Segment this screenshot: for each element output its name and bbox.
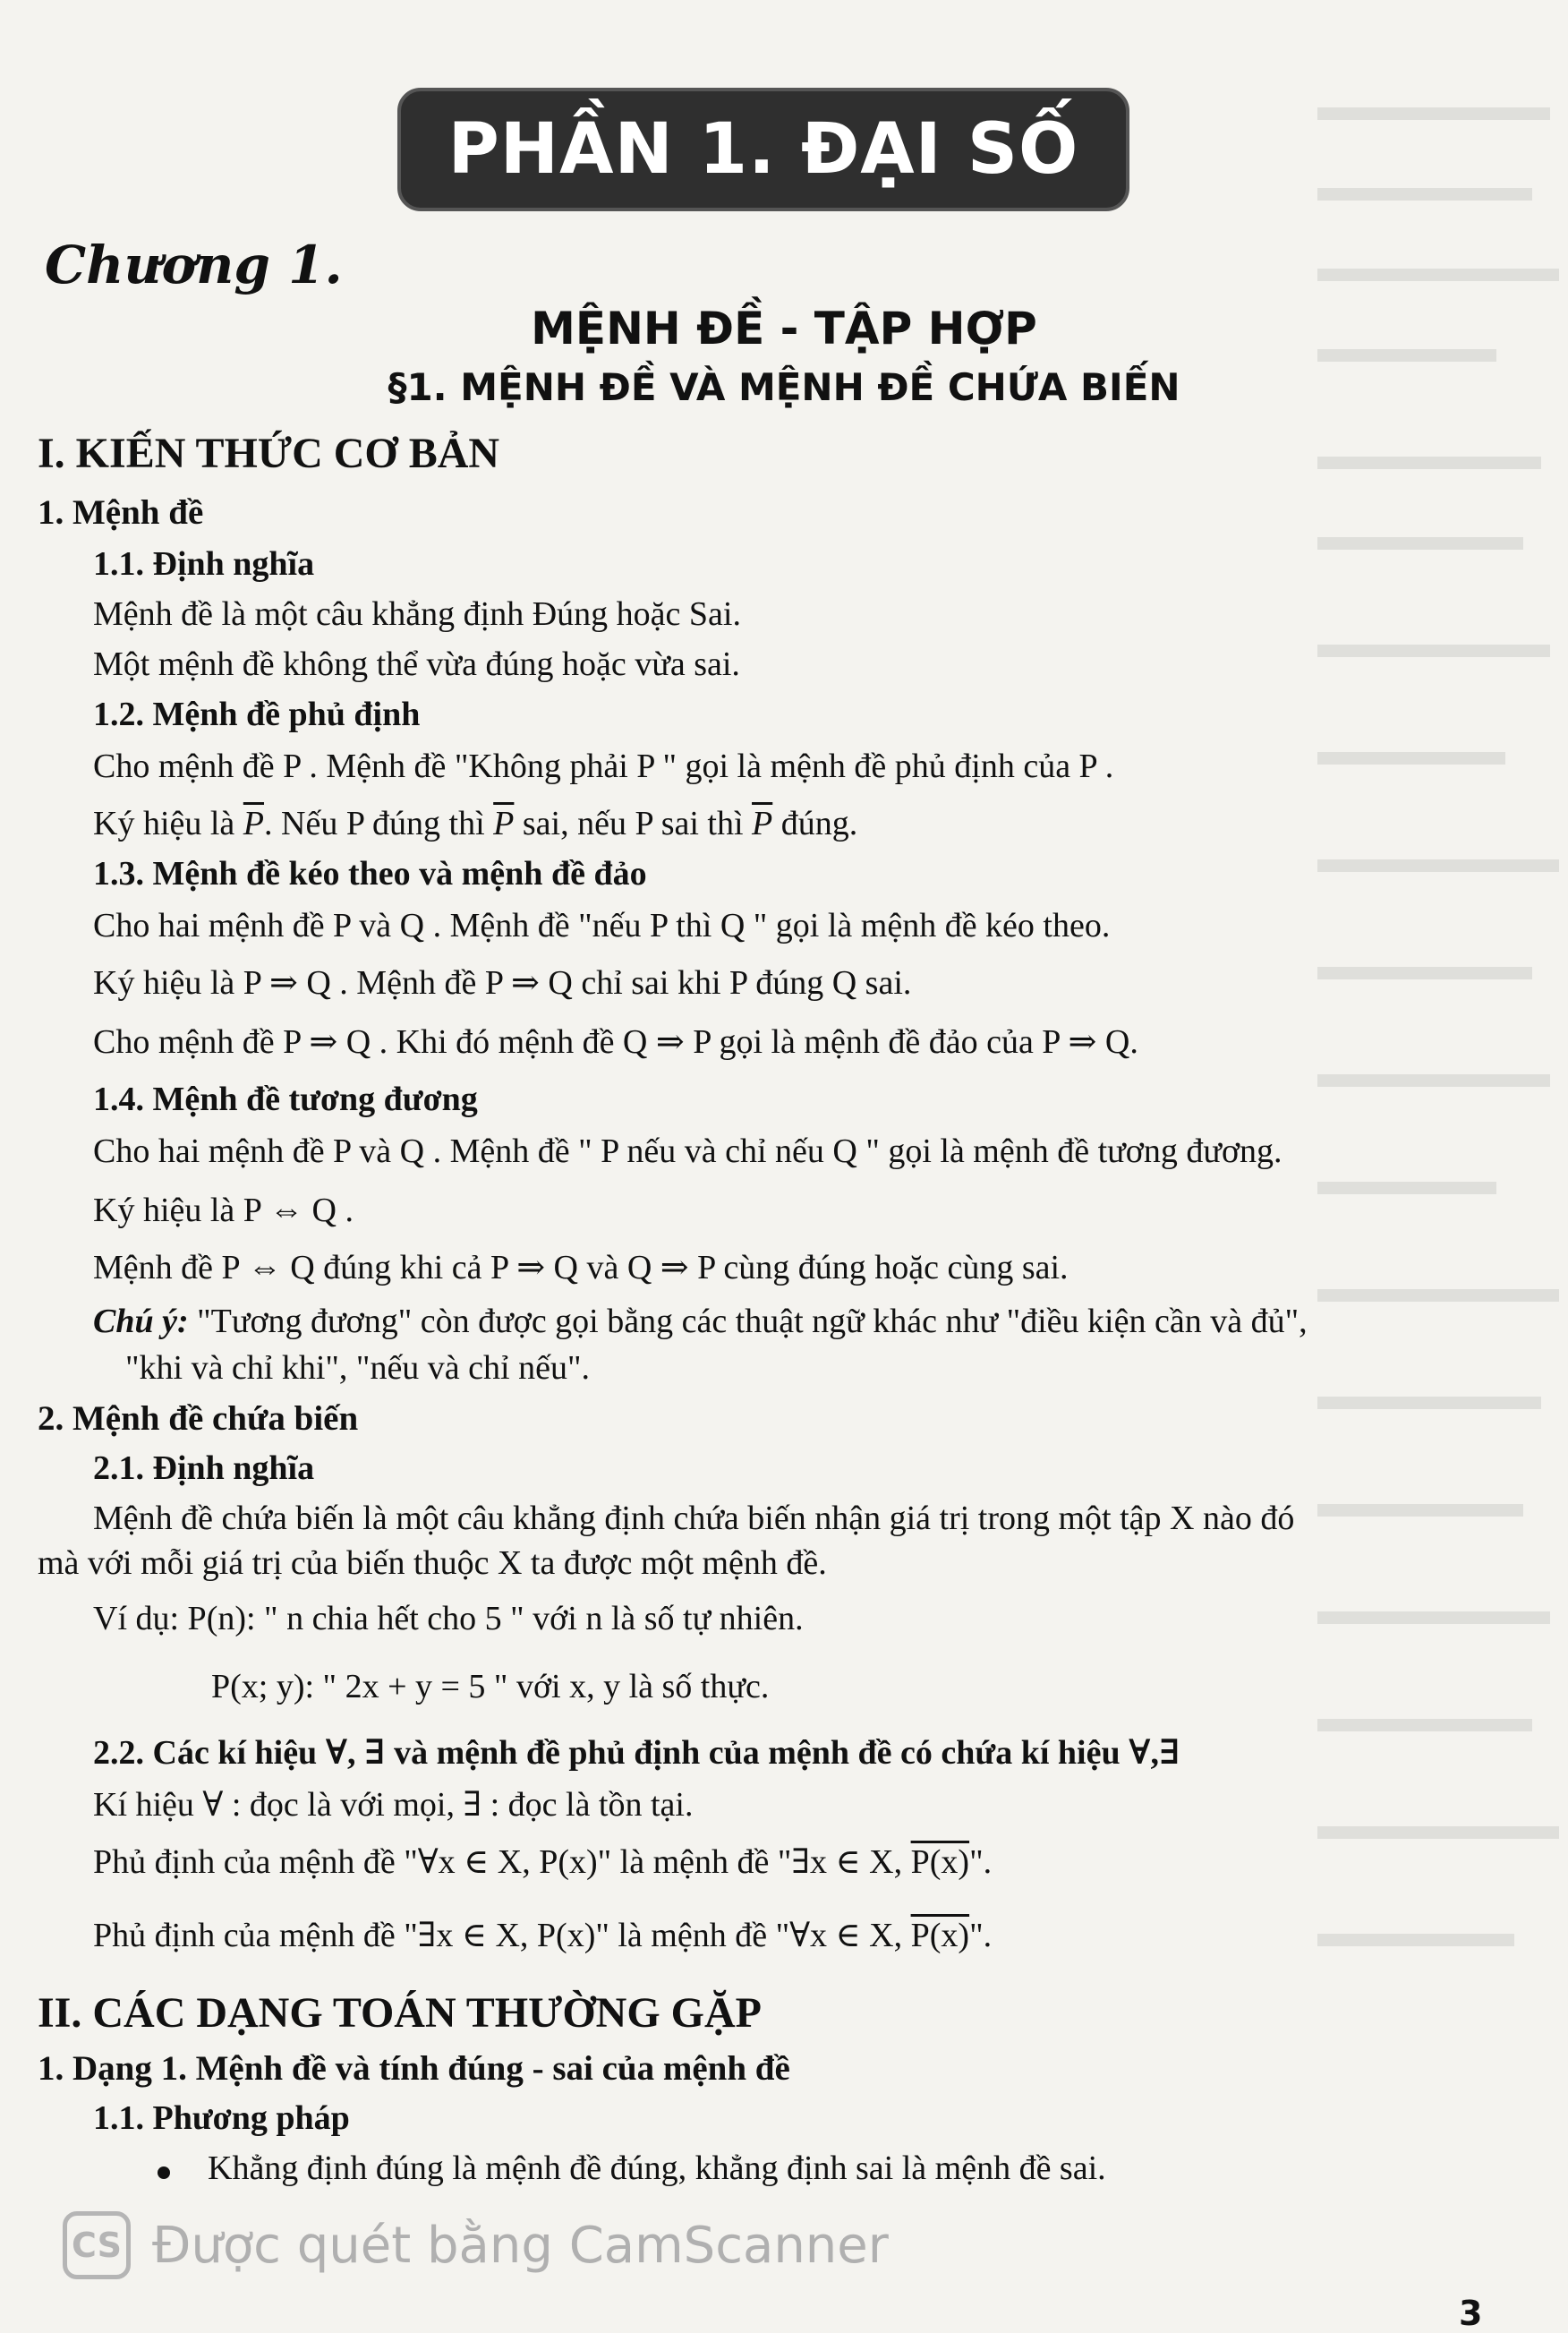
bullet-text: Khẳng định đúng là mệnh đề đúng, khẳng định sai là mệnh đề sai. [208, 2149, 1106, 2187]
heading-basic-knowledge: I. KIẾN THỨC CƠ BẢN [38, 430, 500, 477]
negated-px-symbol: P(x) [910, 1917, 970, 1954]
section-title: §1. MỆNH ĐỀ VÀ MỆNH ĐỀ CHỨA BIẾN [388, 365, 1180, 409]
text-fragment: Ký hiệu là [93, 805, 243, 842]
heading-method-1-1: 1.1. Phương pháp [93, 2099, 350, 2137]
bullet-icon [158, 2166, 170, 2179]
camscanner-text: Được quét bằng CamScanner [152, 2216, 889, 2275]
heading-type-1: 1. Dạng 1. Mệnh đề và tính đúng - sai của mệnh đề [38, 2049, 790, 2088]
negated-p-symbol: $\overline{P}$ [243, 805, 265, 842]
part-banner: PHẦN 1. ĐẠI SỐ [397, 88, 1129, 211]
camscanner-logo-icon: CS [63, 2211, 131, 2279]
text-fragment: . Nếu P đúng thì [264, 805, 494, 842]
text-line: Cho mệnh đề P . Mệnh đề "Không phải P " gọi là mệnh đề phủ định của P . [93, 748, 1114, 785]
text-line-negation-symbol [93, 804, 857, 845]
note-line: "khi và chỉ khi", "nếu và chỉ nếu". [125, 1349, 590, 1387]
text-line: Ký hiệu là P ⇒ Q . Mệnh đề P ⇒ Q chỉ sai khi P đúng Q sai. [93, 964, 912, 1002]
text-line: mà với mỗi giá trị của biến thuộc X ta được một mệnh đề. [38, 1544, 827, 1582]
text-line: Mệnh đề là một câu khẳng định Đúng hoặc Sai. [93, 595, 741, 633]
chapter-title: MỆNH ĐỀ - TẬP HỢP [531, 303, 1037, 355]
text-fragment: ". [969, 1843, 993, 1881]
text-fragment: "Tương đương" còn được gọi bằng các thuật ngữ khác như "điều kiện cần và đủ", [188, 1303, 1308, 1340]
note-line [93, 1302, 1308, 1343]
text-fragment: Phủ định của mệnh đề "∀x ∈ X, P(x)" là mệnh đề "∃x ∈ X, [93, 1843, 911, 1881]
heading-definition-2-1: 2.1. Định nghĩa [93, 1449, 315, 1487]
heading-equivalence-1-4: 1.4. Mệnh đề tương đương [93, 1081, 478, 1118]
text-line: Mệnh đề chứa biến là một câu khẳng định chứa biến nhận giá trị trong một tập X nào đó [93, 1500, 1295, 1537]
text-line: Cho mệnh đề P ⇒ Q . Khi đó mệnh đề Q ⇒ P gọi là mệnh đề đảo của P ⇒ Q. [93, 1023, 1138, 1061]
heading-open-proposition: 2. Mệnh đề chứa biến [38, 1399, 359, 1438]
text-line-negation-exists [93, 1916, 992, 1957]
text-fragment: sai, nếu P sai thì [514, 805, 753, 842]
text-line: Ký hiệu là P ⇔ Q . [93, 1192, 354, 1229]
heading-quantifiers-2-2: 2.2. Các kí hiệu ∀, ∃ và mệnh đề phủ định của mệnh đề có chứa kí hiệu ∀,∃ [93, 1734, 1180, 1772]
text-fragment: đúng. [772, 805, 858, 842]
camscanner-watermark [63, 2211, 889, 2279]
text-line: Một mệnh đề không thể vừa đúng hoặc vừa sai. [93, 645, 740, 683]
text-fragment: Phủ định của mệnh đề "∃x ∈ X, P(x)" là mệnh đề "∀x ∈ X, [93, 1917, 911, 1954]
text-line: Cho hai mệnh đề P và Q . Mệnh đề " P nếu và chỉ nếu Q " gọi là mệnh đề tương đương. [93, 1132, 1283, 1170]
negated-px-symbol: P(x) [910, 1843, 970, 1881]
heading-negation-1-2: 1.2. Mệnh đề phủ định [93, 696, 421, 733]
heading-implication-1-3: 1.3. Mệnh đề kéo theo và mệnh đề đảo [93, 855, 647, 893]
heading-definition-1-1: 1.1. Định nghĩa [93, 545, 315, 583]
heading-proposition: 1. Mệnh đề [38, 493, 204, 532]
negated-p-symbol: $\overline{P}$ [493, 805, 515, 842]
text-line-negation-forall [93, 1842, 992, 1884]
negated-p-symbol: $\overline{P}$ [752, 805, 773, 842]
page-number: 3 [1459, 2294, 1483, 2333]
chapter-label: Chương 1. [45, 235, 343, 295]
text-line: Kí hiệu ∀ : đọc là với mọi, ∃ : đọc là tồn tại. [93, 1786, 694, 1824]
note-label: Chú ý: [93, 1303, 189, 1340]
text-line: Mệnh đề P ⇔ Q đúng khi cả P ⇒ Q và Q ⇒ P cùng đúng hoặc cùng sai. [93, 1249, 1069, 1286]
text-line: Cho hai mệnh đề P và Q . Mệnh đề "nếu P thì Q " gọi là mệnh đề kéo theo. [93, 907, 1111, 944]
heading-common-problems: II. CÁC DẠNG TOÁN THƯỜNG GẶP [38, 1989, 762, 2037]
text-fragment: ". [969, 1917, 993, 1954]
text-line: P(x; y): " 2x + y = 5 " với x, y là số thực. [211, 1668, 770, 1705]
text-line: Ví dụ: P(n): " n chia hết cho 5 " với n là số tự nhiên. [93, 1600, 804, 1637]
